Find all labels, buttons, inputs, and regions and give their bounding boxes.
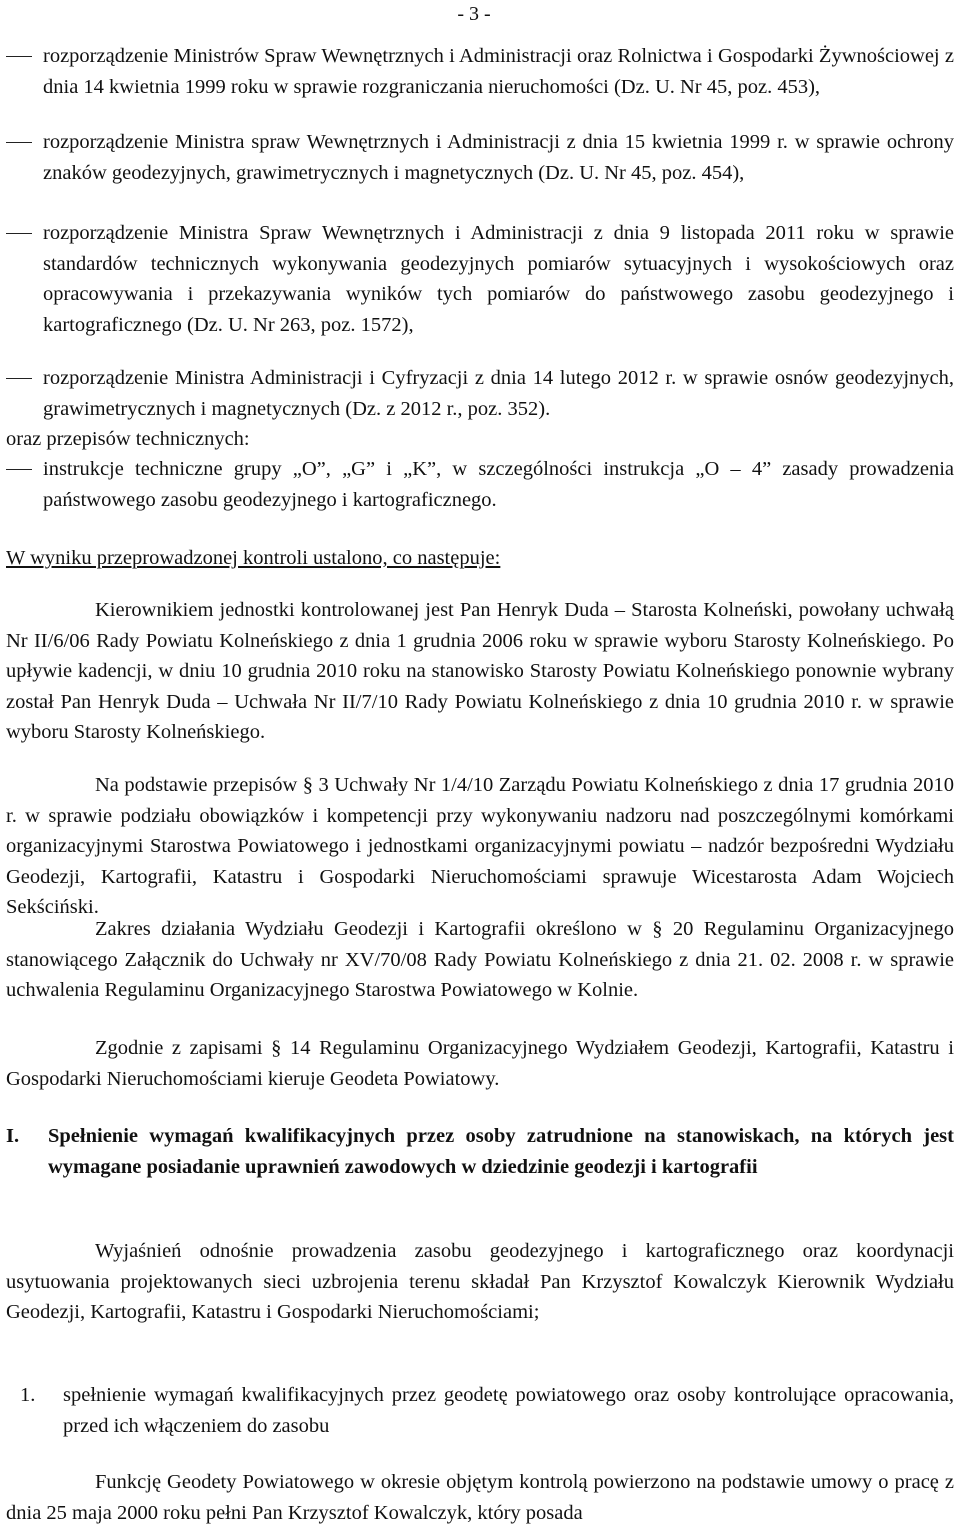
paragraph: Na podstawie przepisów § 3 Uchwały Nr 1/4/10 Zarządu Powiatu Kolneńskiego z dnia 17 grudnia 2010 r. w sprawie podziału obowiązków i kompetencji przy wykonywaniu nadzoru nad poszczególnymi komórkami organizacyjnymi Starostwa Powiatowego i jednostkami organizacyjnymi powiatu – nadzór bezpośredni Wydziału Geodezji, Kartografii, Katastru i Gospodarki Nieruchomościami sprawuje Wicestarosta Adam Wojciech Sekściński. — [6, 774, 954, 919]
paragraph: Kierownikiem jednostki kontrolowanej jest Pan Henryk Duda – Starosta Kolneński, powołany uchwałą Nr II/6/06 Rady Powiatu Kolneńskiego z dnia 1 grudnia 2006 roku w sprawie wyboru Starosty Kolneńskiego. Po upływie kadencji, w dniu 10 grudnia 2010 roku na stanowisko Starosty Powiatu Kolneńskiego ponownie wybrany został Pan Henryk Duda – Uchwała Nr II/7/10 Rady Powiatu Kolneńskiego z dnia 10 grudnia 2010 r. w sprawie wyboru Starosty Kolneńskiego. — [6, 599, 954, 744]
paragraph: Zakres działania Wydziału Geodezji i Kartografii określono w § 20 Regulaminu Organizacyjnego stanowiącego Załącznik do Uchwały nr XV/70/08 Rady Powiatu Kolneńskiego z dnia 21. 02. 2008 r. w sprawie uchwalenia Regulaminu Organizacyjnego Starostwa Powiatowego w Kolnie. — [6, 918, 954, 1002]
findings-heading-text: W wyniku przeprowadzonej kontroli ustalono, co następuje: — [6, 547, 501, 569]
legal-list-item — [6, 127, 954, 188]
section-heading — [6, 1121, 954, 1182]
legal-list-item-text: rozporządzenie Ministrów Spraw Wewnętrznych i Administracji oraz Rolnictwa i Gospodarki Żywnościowej z dnia 14 kwietnia 1999 roku w sprawie rozgraniczania nieruchomości (Dz. U. Nr 45, poz. 453), — [43, 45, 954, 98]
technical-list-item-text: instrukcje techniczne grupy „O”, „G” i „K”, w szczególności instrukcja „O – 4” zasady prowadzenia państwowego zasobu geodezyjnego i kartograficznego. — [43, 458, 954, 511]
legal-list-item — [6, 218, 954, 340]
findings-heading — [6, 543, 954, 574]
numbered-item-text: spełnienie wymagań kwalifikacyjnych przez geodetę powiatowego oraz osoby kontrolujące opracowania, przed ich włączeniem do zasobu — [63, 1384, 954, 1437]
legal-list-item-text: rozporządzenie Ministra Spraw Wewnętrznych i Administracji z dnia 9 listopada 2011 roku w sprawie standardów technicznych wykonywania geodezyjnych pomiarów sytuacyjnych i wysokościowych oraz opracowywania i przekazywania wyników tych pomiarów do państwowego zasobu geodezyjnego i kartograficznego (Dz. U. Nr 263, poz. 1572), — [43, 222, 954, 336]
technical-intro: oraz przepisów technicznych: — [6, 428, 250, 450]
legal-list-item-text: rozporządzenie Ministra spraw Wewnętrznych i Administracji z dnia 15 kwietnia 1999 r. w sprawie ochrony znaków geodezyjnych, grawimetrycznych i magnetycznych (Dz. U. Nr 45, poz. 454), — [43, 131, 954, 184]
page-number: - 3 - — [457, 3, 491, 25]
legal-list-item — [6, 363, 954, 424]
explanation-paragraph: Wyjaśnień odnośnie prowadzenia zasobu geodezyjnego i kartograficznego oraz koordynacji usytuowania projektowanych sieci uzbrojenia terenu składał Pan Krzysztof Kowalczyk Kierownik Wydziału Geodezji, Kartografii, Katastru i Gospodarki Nieruchomościami; — [6, 1240, 954, 1324]
technical-list-item — [6, 454, 954, 515]
numbered-item — [6, 1380, 954, 1441]
section-number: I. — [6, 1125, 20, 1147]
section-title: Spełnienie wymagań kwalifikacyjnych przez osoby zatrudnione na stanowiskach, na których jest wymagane posiadanie uprawnień zawodowych w dziedzinie geodezji i kartografii — [48, 1125, 954, 1178]
legal-list-item-text: rozporządzenie Ministra Administracji i Cyfryzacji z dnia 14 lutego 2012 r. w sprawie osnów geodezyjnych, grawimetrycznych i magnetycznych (Dz. z 2012 r., poz. 352). — [43, 367, 954, 420]
numbered-item-number: 1. — [20, 1384, 36, 1406]
final-paragraph: Funkcję Geodety Powiatowego w okresie objętym kontrolą powierzono na podstawie umowy o pracę z dnia 25 maja 2000 roku pełni Pan Krzysztof Kowalczyk, który posada — [6, 1471, 954, 1524]
legal-list-item — [6, 41, 954, 102]
paragraph: Zgodnie z zapisami § 14 Regulaminu Organizacyjnego Wydziałem Geodezji, Kartografii, Katastru i Gospodarki Nieruchomościami kieruje Geodeta Powiatowy. — [6, 1037, 954, 1090]
